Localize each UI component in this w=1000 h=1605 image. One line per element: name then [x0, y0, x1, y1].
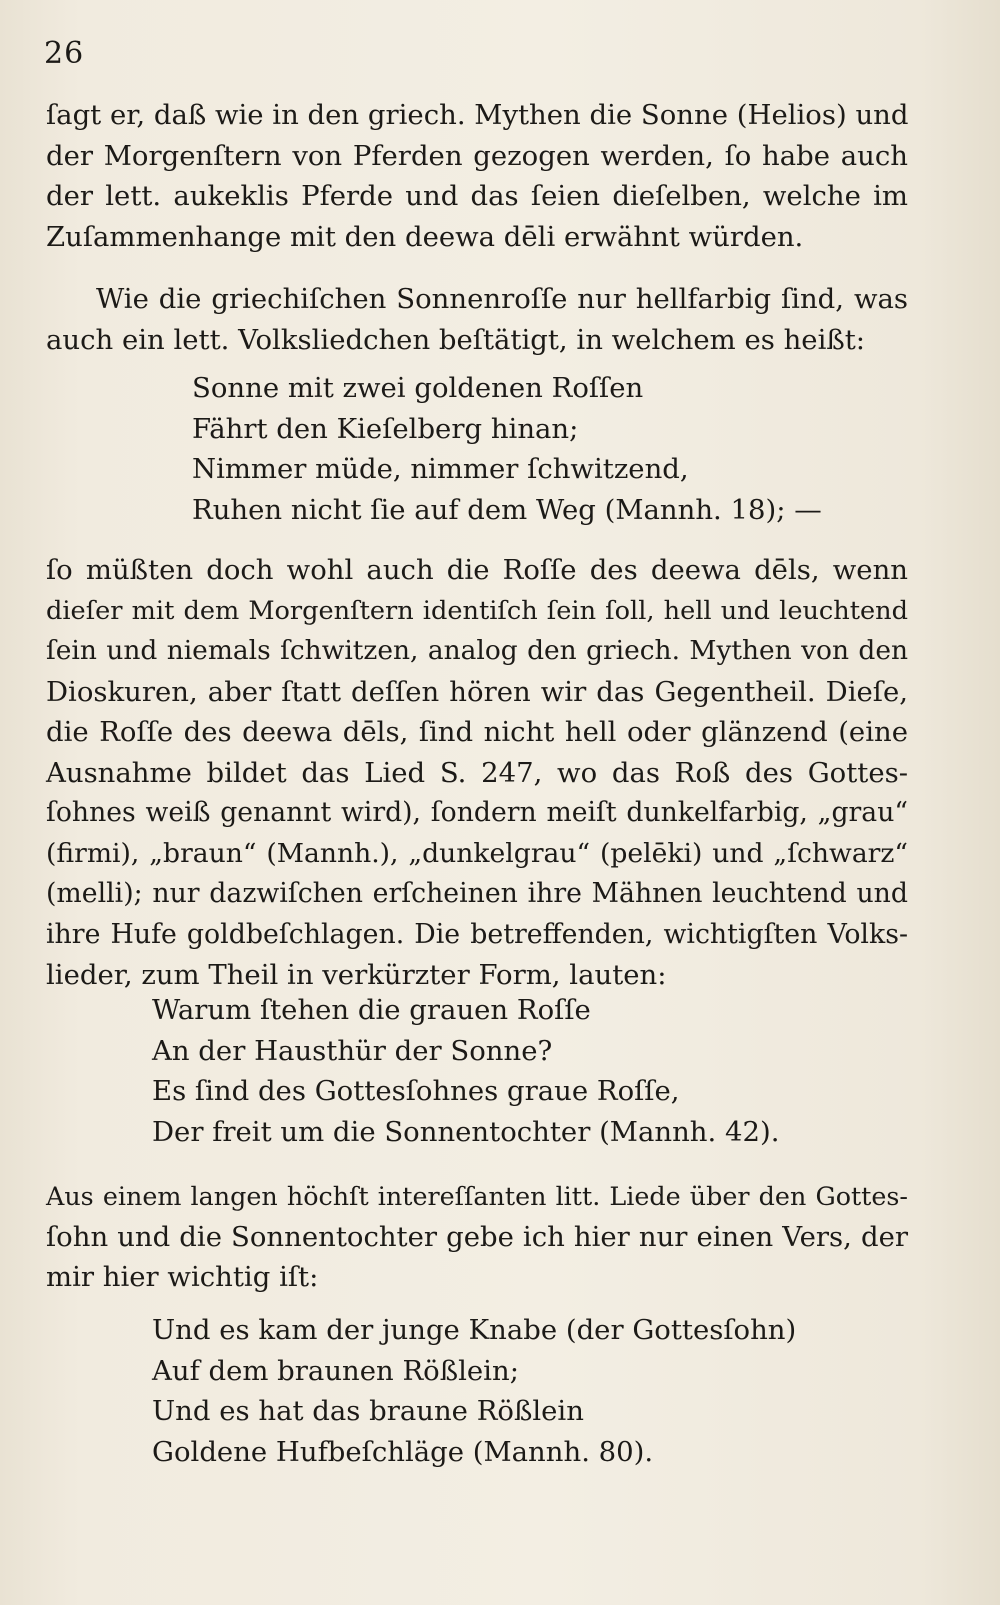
text-line: auch ein lett. Volksliedchen beſtätigt, in welchem es heißt: — [46, 323, 866, 356]
verse-line: Auf dem braunen Rößlein; — [152, 1354, 519, 1387]
paragraph-2 — [46, 279, 908, 360]
verse-block-3 — [152, 1310, 796, 1472]
text-line: die Roſſe des deewa dēls, ſind nicht hell oder glänzend (eine — [46, 716, 908, 748]
verse-line: Sonne mit zwei goldenen Roſſen — [192, 372, 644, 404]
verse-line: Und es hat das braune Rößlein — [152, 1395, 584, 1427]
verse-line: Goldene Hufbeſchläge (Mannh. 80). — [152, 1435, 654, 1468]
text-line: Ausnahme bildet das Lied S. 247, wo das Roß des Gottes- — [46, 756, 908, 789]
verse-line: Und es kam der junge Knabe (der Gottesſohn) — [152, 1314, 797, 1346]
text-line: lieder, zum Theil in verkürzter Form, lauten: — [46, 959, 667, 991]
text-line: ſohn und die Sonnentochter gebe ich hier nur einen Vers, der — [46, 1220, 908, 1253]
page-number: 26 — [44, 36, 85, 71]
text-line: (melli); nur dazwiſchen erſcheinen ihre Mähnen leuchtend und — [46, 878, 908, 909]
paragraph-3 — [46, 550, 908, 996]
text-line: Wie die griechiſchen Sonnenroſſe nur hellfarbig ſind, was — [96, 283, 908, 315]
text-line: der lett. aukeklis Pferde und das ſeien dieſelben, welche im — [46, 180, 908, 212]
text-line: ſo müßten doch wohl auch die Roſſe des deewa dēls, wenn — [46, 554, 908, 586]
verse-line: Fährt den Kieſelberg hinan; — [192, 412, 579, 445]
text-line: Aus einem langen höchſt intereſſanten litt. Liede über den Gottes- — [46, 1181, 908, 1211]
verse-block-1 — [192, 368, 822, 530]
text-line: ſein und niemals ſchwitzen, analog den griech. Mythen von den — [46, 635, 908, 666]
paragraph-4 — [46, 1176, 908, 1298]
text-line: ſohnes weiß genannt wird), ſondern meiſt dunkelfarbig, „grau“ — [46, 797, 908, 828]
paragraph-1 — [46, 95, 908, 257]
text-line: dieſer mit dem Morgenſtern identiſch ſein ſoll, hell und leuchtend — [46, 595, 908, 626]
verse-line: Ruhen nicht ſie auf dem Weg (Mannh. 18); — — [192, 493, 822, 526]
text-line: Dioskuren, aber ſtatt deſſen hören wir das Gegentheil. Dieſe, — [46, 675, 908, 708]
verse-line: Warum ſtehen die grauen Roſſe — [152, 994, 591, 1026]
verse-line: Der freit um die Sonnentochter (Mannh. 42). — [152, 1115, 780, 1148]
verse-block-2 — [152, 990, 779, 1152]
text-line: (firmi), „braun“ (Mannh.), „dunkelgrau“ (pelēki) und „ſchwarz“ — [46, 837, 908, 869]
text-line: der Morgenſtern von Pferden gezogen werden, ſo habe auch — [46, 139, 908, 172]
verse-line: An der Hausthür der Sonne? — [152, 1034, 553, 1067]
verse-line: Nimmer müde, nimmer ſchwitzend, — [192, 453, 689, 485]
verse-line: Es ſind des Gottesſohnes graue Roſſe, — [152, 1075, 680, 1107]
text-line: mir hier wichtig iſt: — [46, 1261, 319, 1293]
text-line: ſagt er, daß wie in den griech. Mythen die Sonne (Helios) und — [46, 99, 909, 131]
text-line: Zuſammenhange mit den deewa dēli erwähnt würden. — [46, 220, 804, 253]
text-line: ihre Hufe goldbeſchlagen. Die betreffenden, wichtigſten Volks- — [46, 918, 908, 950]
